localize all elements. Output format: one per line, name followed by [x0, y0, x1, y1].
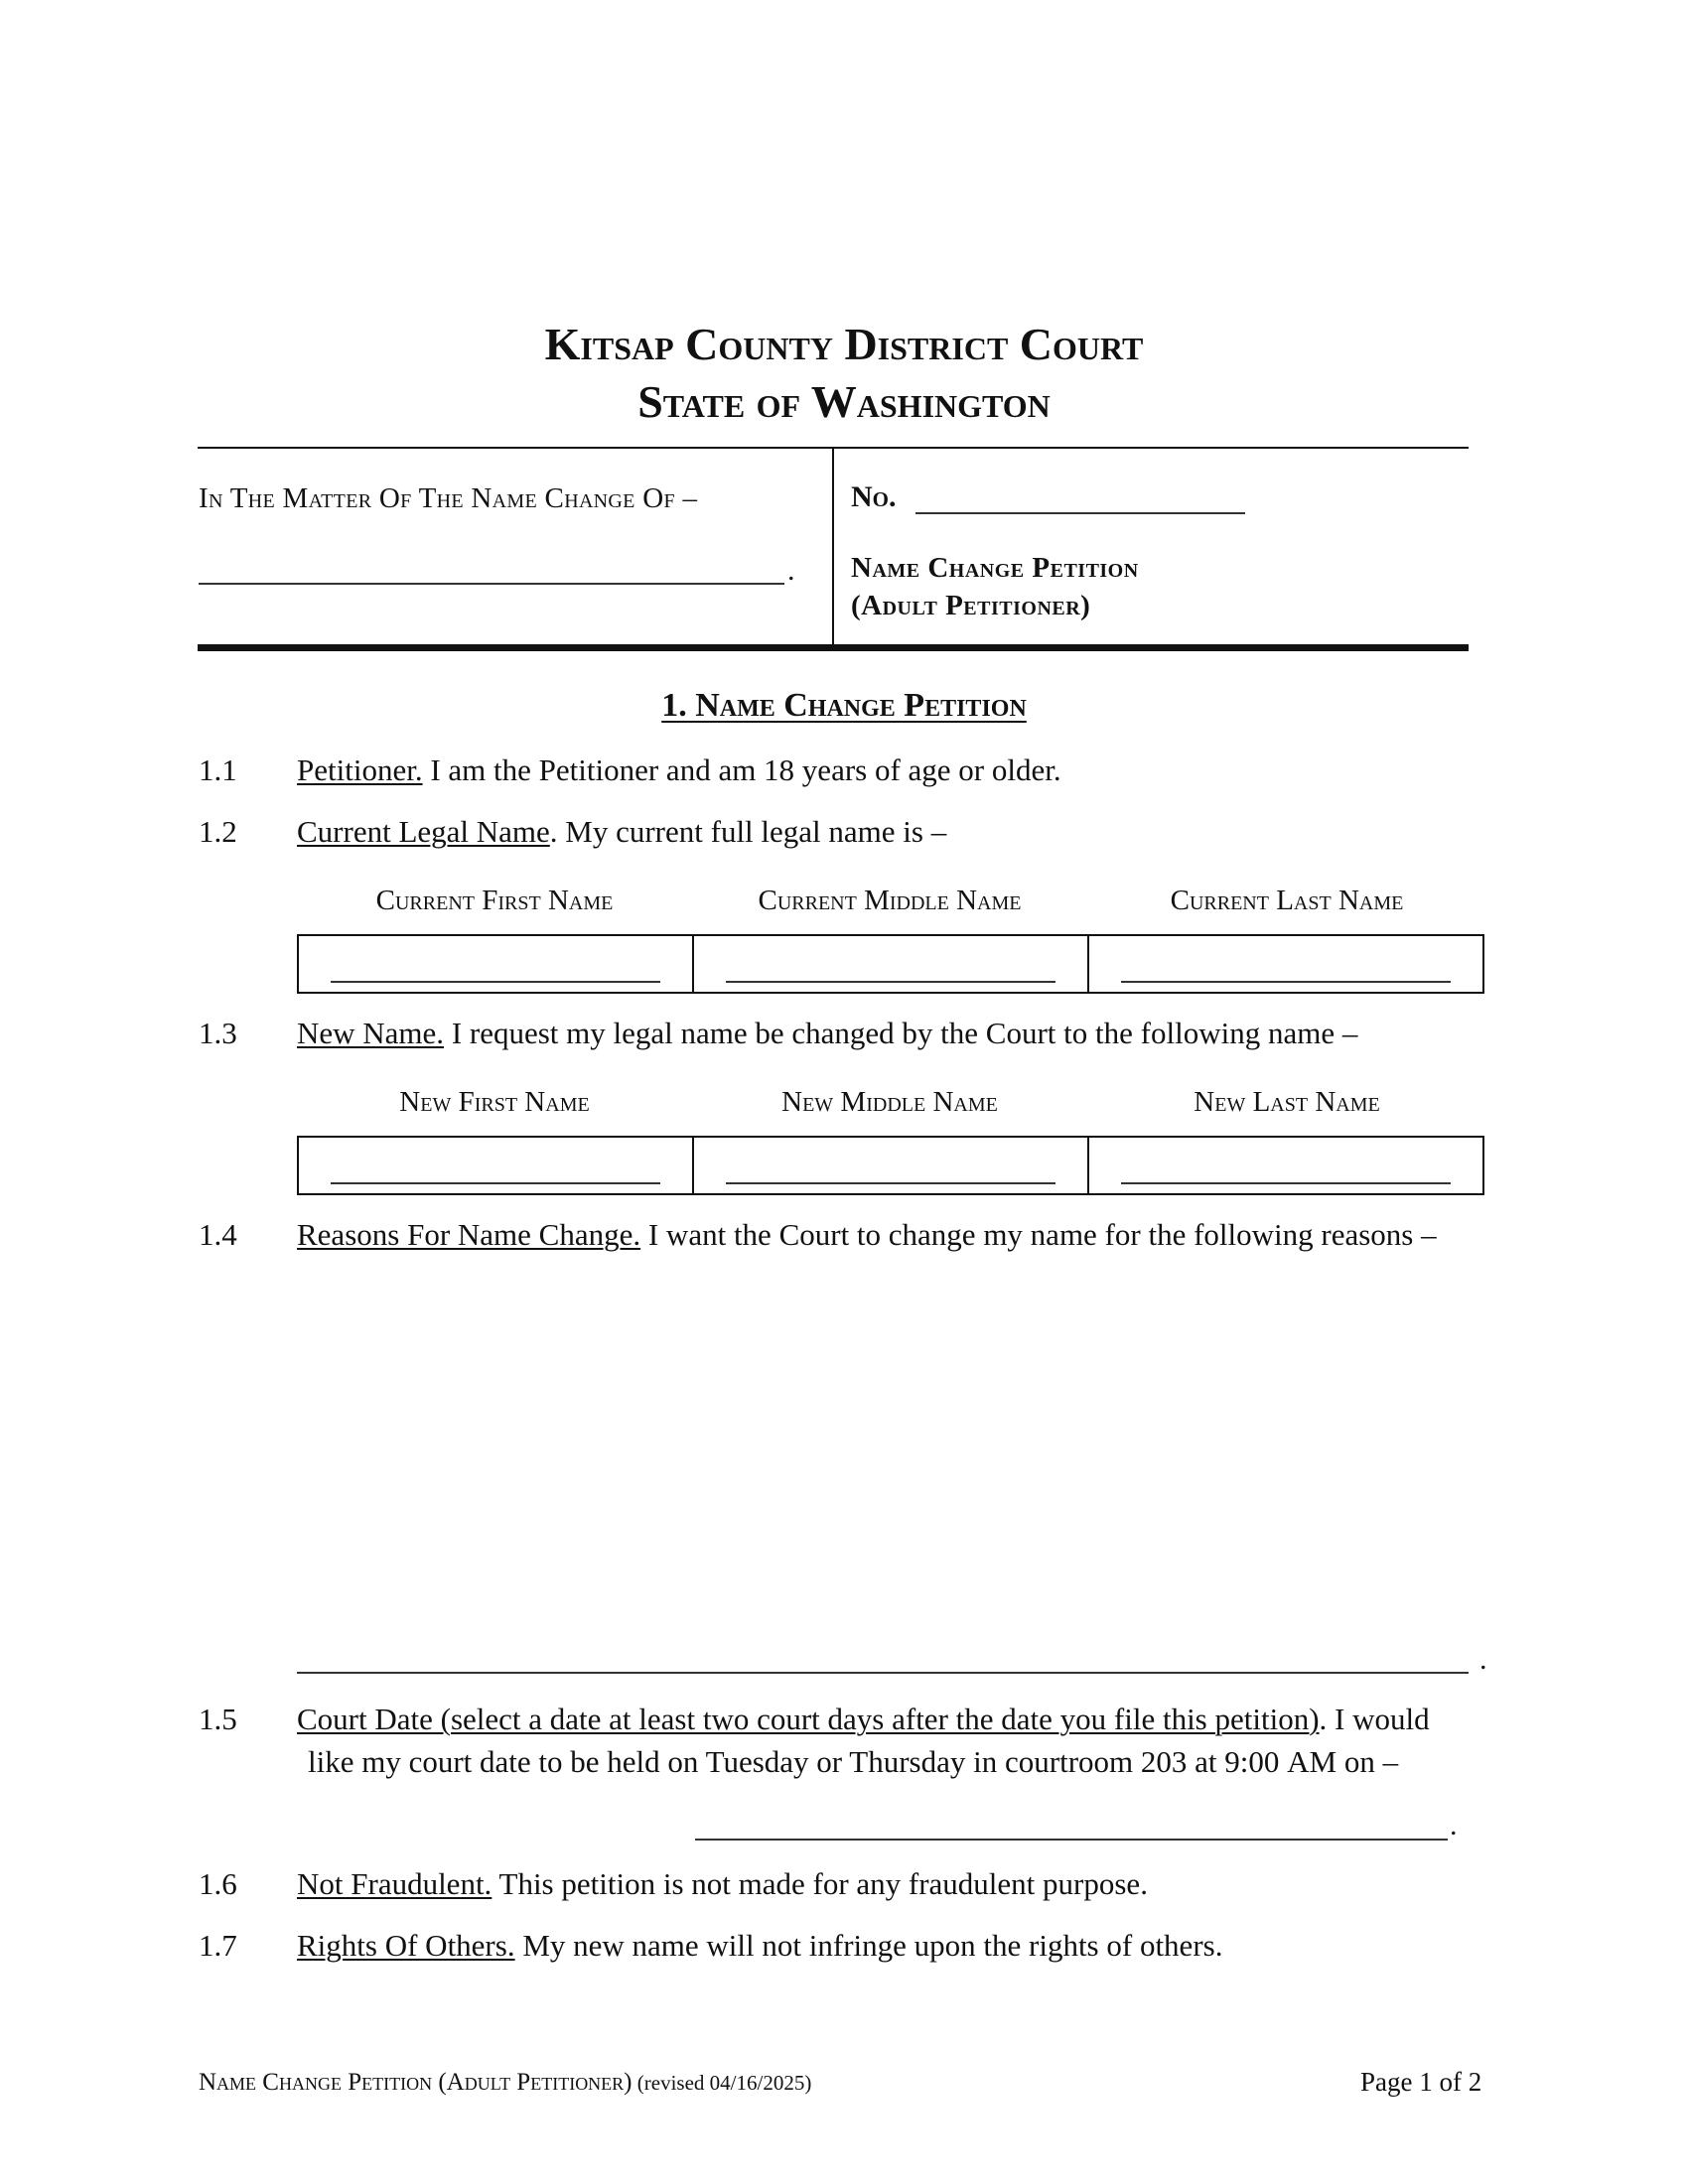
item-number: 1.5	[199, 1702, 237, 1736]
item-new-name: New Name. I request my legal name be changed by the Court to the following name –	[297, 1016, 1358, 1050]
matter-period: .	[787, 554, 795, 587]
court-date-period: .	[1450, 1809, 1458, 1842]
new-first-name-field[interactable]	[331, 1182, 660, 1184]
item-number: 1.4	[199, 1217, 237, 1252]
new-middle-name-header: New Middle Name	[781, 1086, 998, 1118]
petition-title-line2: (Adult Petitioner)	[851, 590, 1091, 621]
court-date-field[interactable]	[695, 1839, 1448, 1841]
item-not-fraudulent: Not Fraudulent. This petition is not made for any fraudulent purpose.	[297, 1866, 1148, 1901]
reasons-end-line	[297, 1672, 1469, 1674]
item-rights-of-others: Rights Of Others. My new name will not infringe upon the rights of others.	[297, 1928, 1223, 1963]
current-last-name-header: Current Last Name	[1170, 885, 1404, 916]
reasons-period: .	[1479, 1643, 1487, 1676]
new-name-table	[297, 1136, 1484, 1195]
current-first-name-cell	[299, 936, 694, 992]
new-middle-name-field[interactable]	[726, 1182, 1055, 1184]
new-first-name-cell	[299, 1138, 694, 1193]
new-last-name-cell	[1089, 1138, 1482, 1193]
item-number: 1.3	[199, 1016, 237, 1050]
item-reasons: Reasons For Name Change. I want the Court to change my name for the following reasons –	[297, 1217, 1437, 1252]
current-last-name-cell	[1089, 936, 1482, 992]
footer-form-name: Name Change Petition (Adult Petitioner) (revised 04/16/2025)	[199, 2069, 812, 2096]
current-name-table	[297, 934, 1484, 994]
petition-title-line1: Name Change Petition	[851, 552, 1139, 584]
footer-page-number: Page 1 of 2	[1360, 2067, 1482, 2097]
item-court-date: Court Date (select a date at least two court days after the date you file this petition). I would	[297, 1702, 1430, 1736]
current-first-name-field[interactable]	[331, 981, 660, 983]
item-number: 1.6	[199, 1866, 237, 1901]
section-heading: 1. Name Change Petition	[661, 687, 1027, 724]
item-number: 1.2	[199, 814, 237, 849]
current-first-name-header: Current First Name	[375, 885, 614, 916]
new-middle-name-cell	[694, 1138, 1089, 1193]
case-number-field[interactable]	[915, 512, 1245, 514]
item-number: 1.7	[199, 1928, 237, 1963]
current-middle-name-cell	[694, 936, 1089, 992]
item-number: 1.1	[199, 752, 237, 787]
new-last-name-header: New Last Name	[1194, 1086, 1380, 1118]
reasons-textarea[interactable]	[297, 1261, 1469, 1658]
petitioner-name-field[interactable]	[199, 583, 784, 585]
caption-bottom-rule	[198, 644, 1469, 651]
current-middle-name-header: Current Middle Name	[758, 885, 1022, 916]
matter-text: In The Matter Of The Name Change Of –	[199, 482, 698, 514]
item-court-date-line2: like my court date to be held on Tuesday or Thursday in courtroom 203 at 9:00 AM on –	[308, 1744, 1399, 1779]
current-middle-name-field[interactable]	[726, 981, 1055, 983]
new-first-name-header: New First Name	[399, 1086, 590, 1118]
state-name: State of Washington	[637, 376, 1051, 427]
item-petitioner: Petitioner. I am the Petitioner and am 18 years of age or older.	[297, 752, 1061, 787]
current-last-name-field[interactable]	[1121, 981, 1451, 983]
court-name: Kitsap County District Court	[544, 319, 1144, 369]
new-last-name-field[interactable]	[1121, 1182, 1451, 1184]
case-number-label: No.	[851, 480, 897, 513]
item-current-legal-name: Current Legal Name. My current full legal name is –	[297, 814, 947, 849]
caption-divider	[832, 447, 834, 646]
